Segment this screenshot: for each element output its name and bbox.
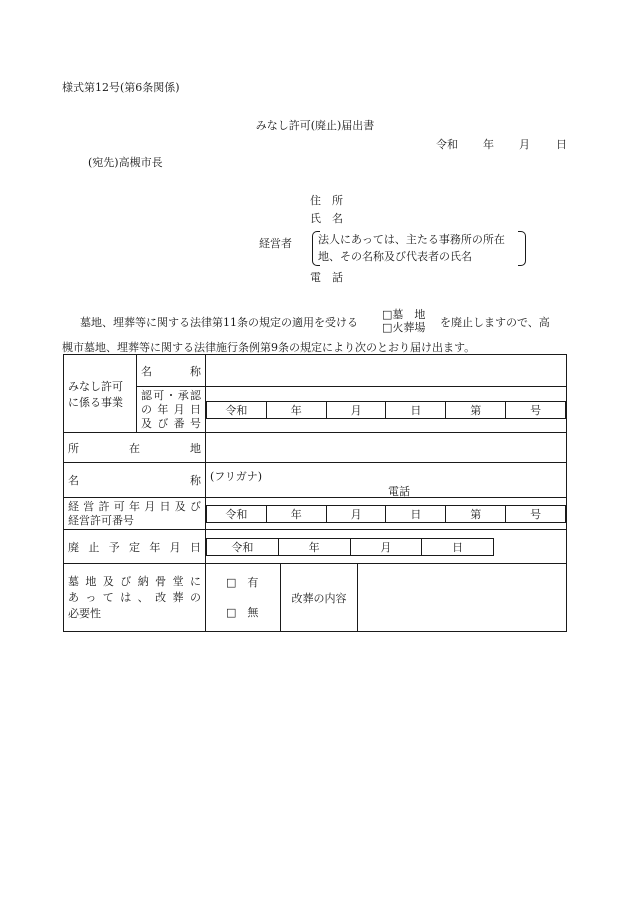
statement-line-2: 槻市墓地、埋葬等に関する法律施行条例第9条の規定により次のとおり届け出ます。 — [62, 341, 476, 354]
reburial-label: 墓地及び納骨堂に あっては、改葬の 必要性 — [64, 564, 206, 632]
location-value[interactable] — [206, 433, 567, 463]
business-name-label: 名 称 — [137, 355, 206, 387]
abolition-value[interactable]: 令和 年 月 日 — [206, 530, 567, 564]
right-bracket — [518, 231, 526, 266]
form-number: 様式第12号(第6条関係) — [62, 81, 180, 94]
option-crematorium-label: 火葬場 — [392, 321, 426, 334]
date-era: 令和 — [436, 138, 458, 151]
reburial-yes[interactable]: □ 有 — [226, 575, 259, 589]
option-crematorium[interactable] — [382, 322, 425, 333]
addressee: (宛先)高槻市長 — [88, 156, 163, 169]
approval-label: 認可・承認 の年月日 及び番号 — [137, 387, 206, 433]
document-title: みなし許可(廃止)届出書 — [255, 119, 375, 132]
approval-value[interactable]: 令和 年 月 日 第 号 — [206, 387, 567, 433]
statement-lead: 墓地、埋葬等に関する法律第11条の規定の適用を受ける — [80, 316, 358, 329]
notification-table — [63, 354, 567, 632]
corporate-note-line-1: 法人にあっては、主たる事務所の所在 — [318, 233, 505, 246]
reburial-content-label: 改葬の内容 — [281, 564, 358, 632]
location-label: 所 在 地 — [64, 433, 206, 463]
permit-value[interactable]: 令和 年 月 日 第 号 — [206, 498, 567, 530]
entity-name-value[interactable] — [206, 463, 567, 498]
checkbox-icon[interactable]: □ — [382, 308, 393, 321]
date-day: 日 — [556, 138, 567, 151]
date-year: 年 — [483, 138, 494, 151]
abolition-label: 廃止予定年月日 — [64, 530, 206, 564]
permit-label: 経営許可年月日及び 経営許可番号 — [64, 498, 206, 530]
operator-label: 経営者 — [259, 237, 292, 250]
phone-label-table: 電話 — [388, 485, 410, 498]
furigana-label: (フリガナ) — [210, 470, 263, 483]
phone-label: 電 話 — [310, 271, 343, 284]
corporate-note — [318, 231, 505, 265]
deemed-business-label: みなし許可 に係る事業 — [64, 355, 137, 433]
checkbox-icon[interactable]: □ — [226, 575, 237, 589]
date-month: 月 — [519, 138, 530, 151]
corporate-note-line-2: 地、その名称及び代表者の氏名 — [318, 250, 472, 263]
option-cemetery-label: 墓 地 — [392, 308, 426, 321]
name-label: 氏 名 — [310, 212, 343, 225]
business-name-value[interactable] — [206, 355, 567, 387]
address-label: 住 所 — [310, 194, 343, 207]
checkbox-icon[interactable]: □ — [382, 321, 393, 334]
statement-tail: を廃止しますので、高 — [440, 316, 550, 329]
reburial-content-value[interactable] — [358, 564, 567, 632]
entity-name-label: 名 称 — [64, 463, 206, 498]
option-cemetery[interactable] — [382, 309, 425, 320]
checkbox-icon[interactable]: □ — [226, 605, 237, 619]
reburial-necessity[interactable] — [206, 564, 281, 632]
reburial-no[interactable]: □ 無 — [226, 605, 259, 619]
